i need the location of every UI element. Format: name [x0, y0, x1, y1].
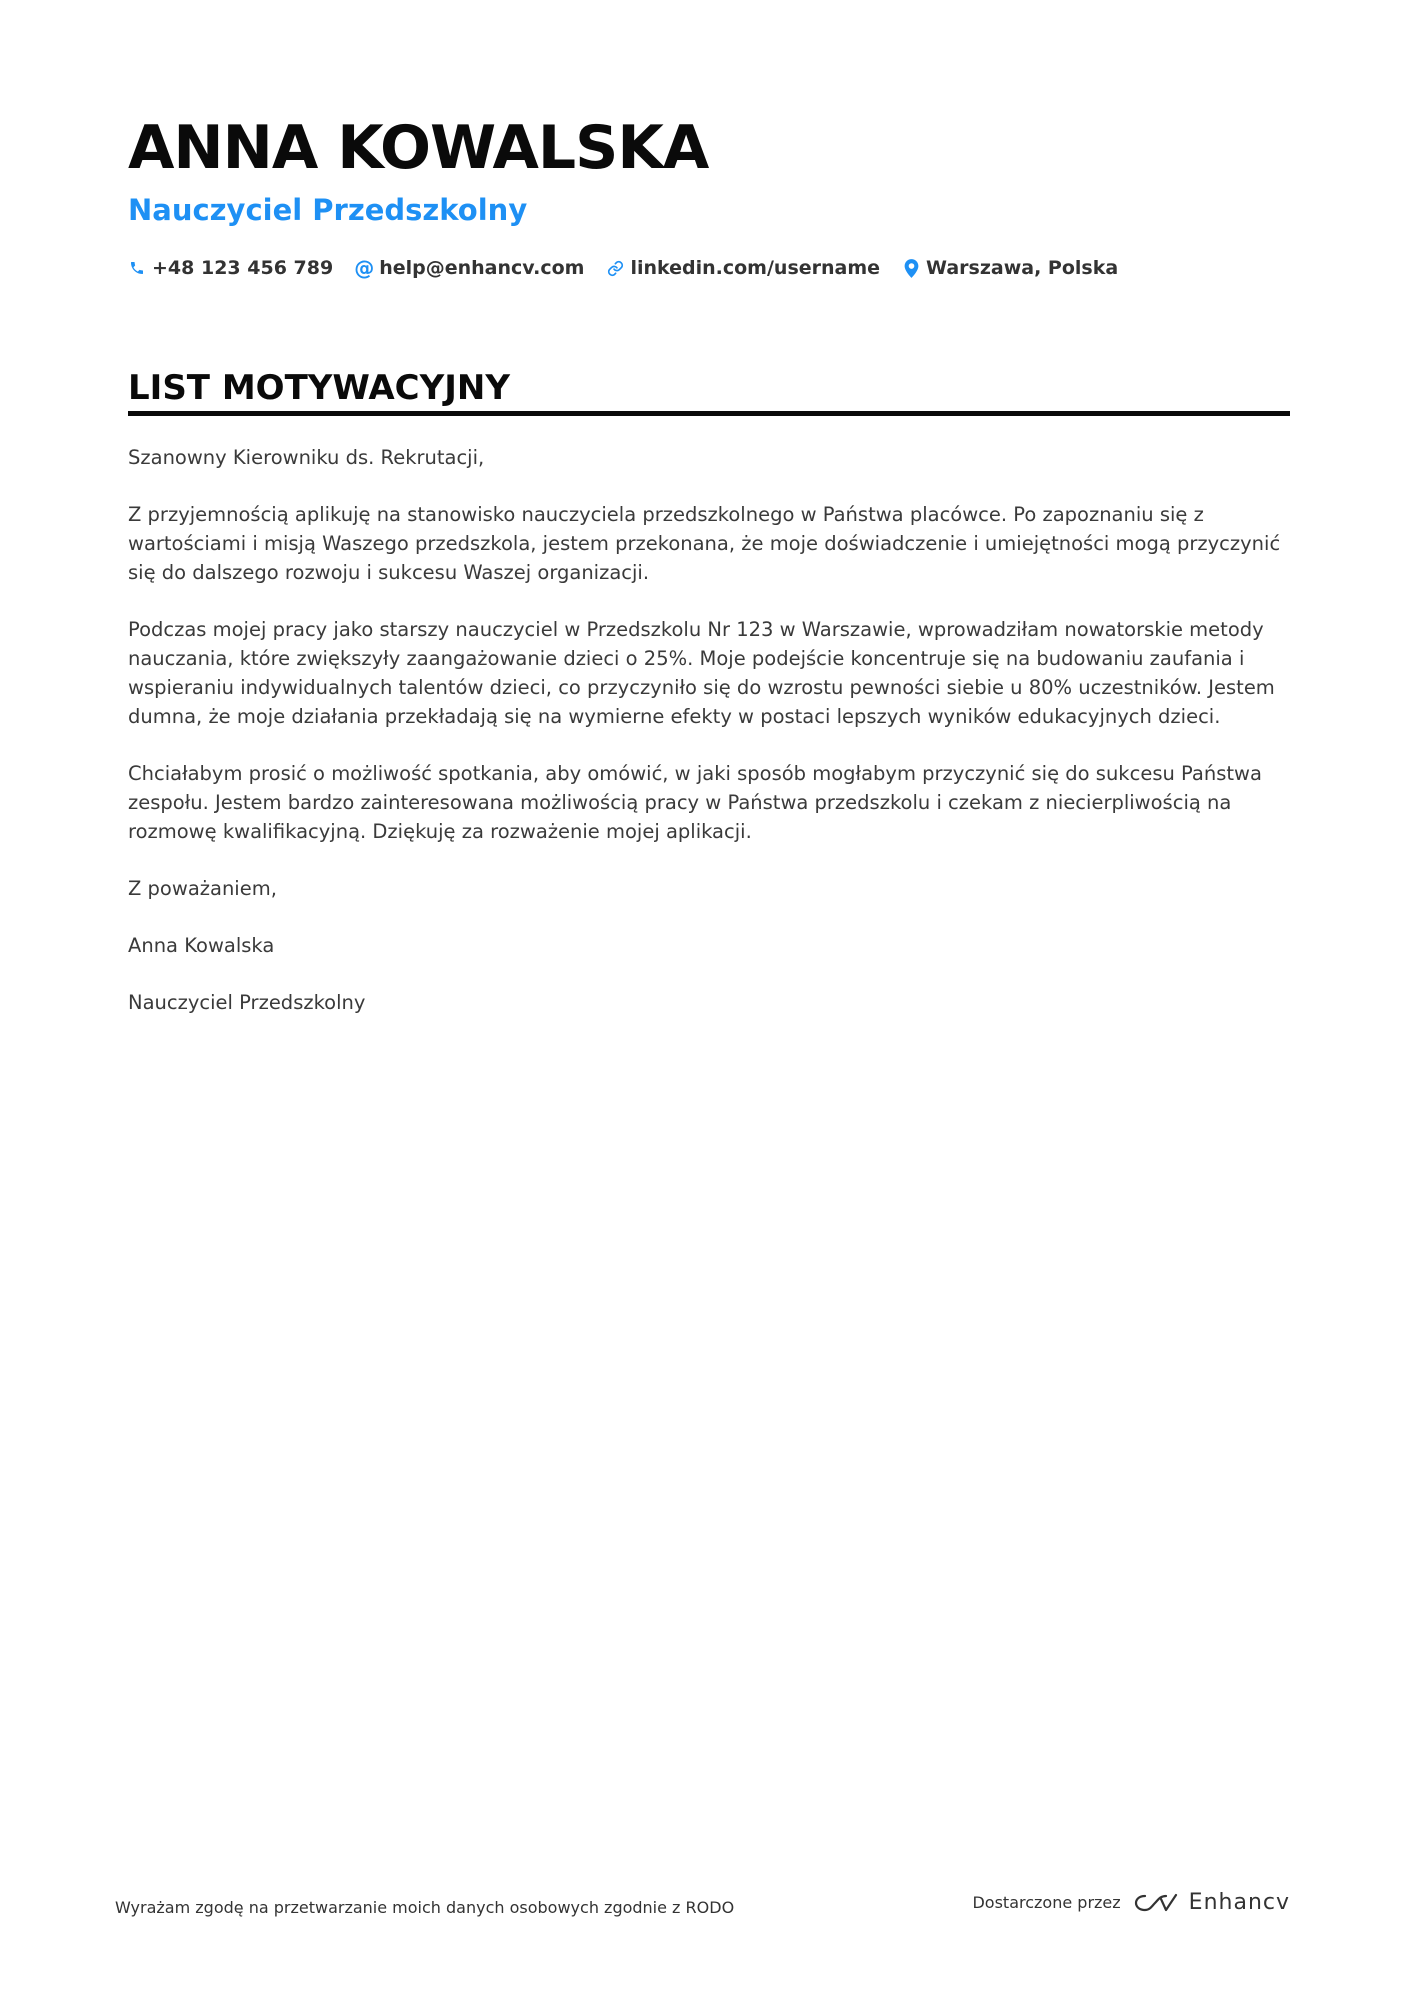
powered-by[interactable]: [972, 1890, 1290, 1915]
applicant-name: ANNA KOWALSKA: [128, 113, 709, 183]
contact-linkedin[interactable]: [606, 257, 880, 279]
letter-paragraph: Podczas mojej pracy jako starszy nauczyciel w Przedszkolu Nr 123 w Warszawie, wprowadziłam nowatorskie metody nauczania, które zwiększyły zaangażowanie dzieci o 25%. Moje podejście koncentruje się na budowaniu zaufania i wspieraniu indywidualnych talentów dzieci, co przyczyniło się do wzrostu pewności siebie u 80% uczestników. Jestem dumna, że moje działania przekładają się na wymierne efekty w postaci lepszych wyników edukacyjnych dzieci.: [128, 618, 1275, 728]
letter-paragraph: Chciałabym prosić o możliwość spotkania, aby omówić, w jaki sposób mogłabym przyczynić się do sukcesu Państwa zespołu. Jestem bardzo zainteresowana możliwością pracy w Państwa przedszkolu i czekam z niecierpliwością na rozmowę kwalifikacyjną. Dziękuję za rozważenie mojej aplikacji.: [128, 762, 1262, 843]
signature-name: Anna Kowalska: [128, 934, 275, 957]
letter-greeting: Szanowny Kierowniku ds. Rekrutacji,: [128, 446, 485, 469]
contact-linkedin-text[interactable]: linkedin.com/username: [630, 257, 881, 279]
letter-body: [128, 443, 1290, 1045]
section-divider: [128, 411, 1290, 416]
enhancv-logo[interactable]: [1133, 1890, 1290, 1915]
applicant-job-title: Nauczyciel Przedszkolny: [128, 193, 528, 227]
letter-paragraph: Z przyjemnością aplikuję na stanowisko nauczyciela przedszkolnego w Państwa placówce. Po zapoznaniu się z wartościami i misją Waszego przedszkola, jestem przekonana, że moje doświadczenie i umiejętności mogą przyczynić się do dalszego rozwoju i sukcesu Waszej organizacji.: [128, 503, 1281, 584]
contact-location: [902, 257, 1118, 279]
brand-name: Enhancv: [1188, 1890, 1290, 1915]
at-icon: @: [354, 256, 375, 280]
section-title: LIST MOTYWACYJNY: [128, 368, 510, 408]
contact-phone-text: +48 123 456 789: [152, 257, 334, 279]
letter-closing: Z poważaniem,: [128, 877, 277, 900]
contact-location-text: Warszawa, Polska: [926, 257, 1119, 279]
location-pin-icon: [902, 258, 920, 278]
contact-email[interactable]: [355, 257, 584, 279]
contact-info-bar: [128, 252, 1118, 284]
contact-email-text[interactable]: help@enhancv.com: [379, 257, 585, 279]
signature-title: Nauczyciel Przedszkolny: [128, 991, 366, 1014]
phone-icon: [128, 258, 146, 278]
enhancv-logo-icon: [1133, 1891, 1179, 1915]
contact-phone: [128, 257, 333, 279]
gdpr-consent-note: Wyrażam zgodę na przetwarzanie moich danych osobowych zgodnie z RODO: [115, 1898, 735, 1917]
powered-by-label: Dostarczone przez: [972, 1893, 1121, 1912]
link-icon: [606, 258, 624, 278]
